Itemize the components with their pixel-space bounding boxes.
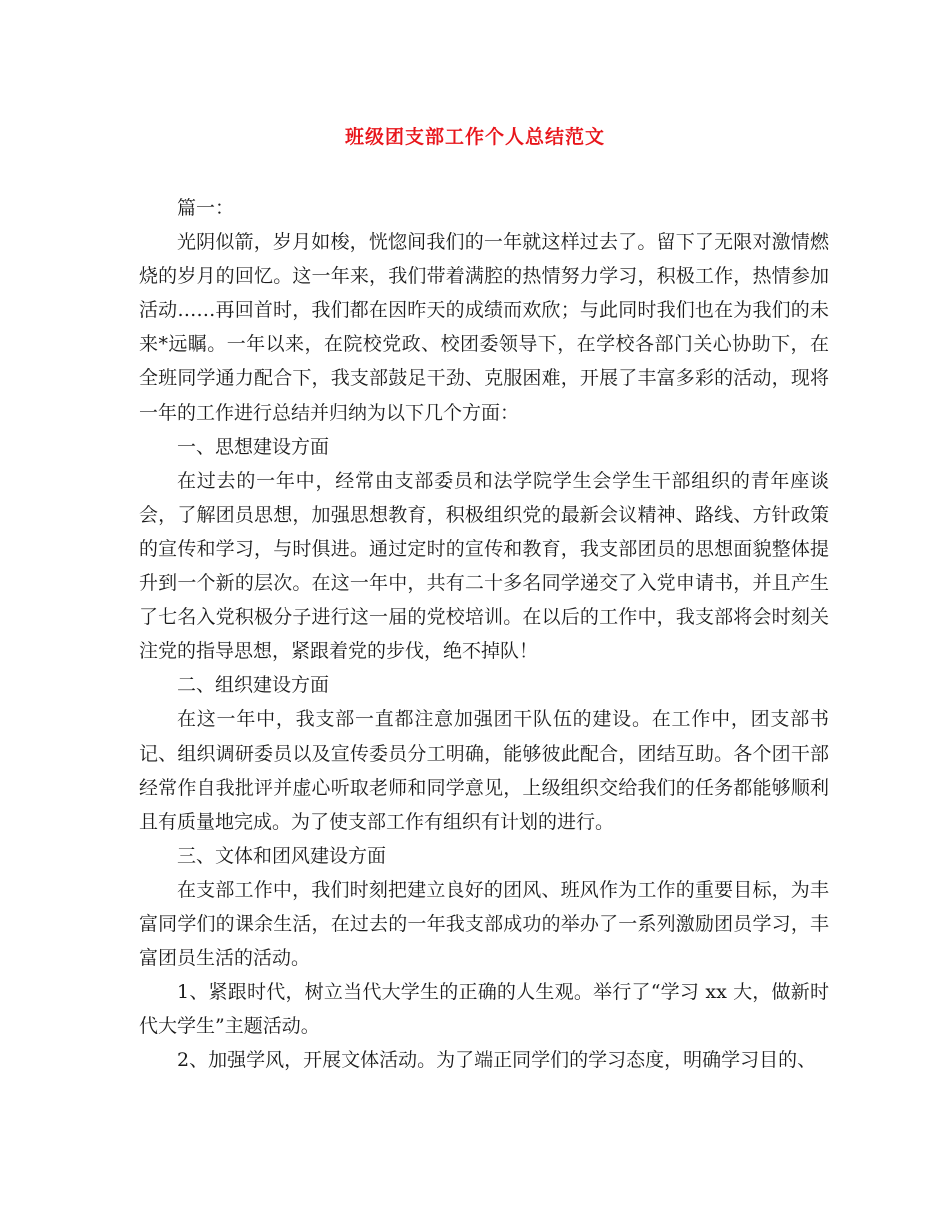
section-heading-culture: 三、文体和团风建设方面 [177,844,387,867]
section-heading-ideology: 一、思想建设方面 [177,435,330,458]
paragraph-organization: 在这一年中，我支部一直都注意加强团干队伍的建设。在工作中，团支部书记、组织调研委员以及宣传委员分工明确，能够彼此配合，团结互助。各个团干部经常作自我批评并虚心听取老师和同学意见，上级组织交给我们的任务都能够顺利且有质量地完成。为了使支部工作有组织有计划的进行。 [139,708,829,833]
document-title: 班级团支部工作个人总结范文 [344,126,605,148]
paragraph-heading-part-one: 篇一： [177,197,235,219]
section-heading-organization: 二、组织建设方面 [177,674,330,697]
document-body [139,191,829,1077]
paragraph-intro: 光阴似箭，岁月如梭，恍惚间我们的一年就这样过去了。留下了无限对激情燃烧的岁月的回忆。这一年来，我们带着满腔的热情努力学习，积极工作，热情参加活动……再回首时，我们都在因昨天的成绩而欢欣；与此同时我们也在为我们的未来*远瞩。一年以来，在院校党政、校团委领导下，在学校各部门关心协助下，在全班同学通力配合下，我支部鼓足干劲、克服困难，开展了丰富多彩的活动，现将一年的工作进行总结并归纳为以下几个方面： [139,231,829,424]
paragraph-culture: 在支部工作中，我们时刻把建立良好的团风、班风作为工作的重要目标，为丰富同学们的课余生活，在过去的一年我支部成功的举办了一系列激励团员学习，丰富团员生活的活动。 [139,878,829,970]
list-item-1: 1、紧跟时代，树立当代大学生的正确的人生观。举行了“学习 xx 大，做新时代大学生”主题活动。 [139,981,829,1038]
paragraph-ideology: 在过去的一年中，经常由支部委员和法学院学生会学生干部组织的青年座谈会，了解团员思想，加强思想教育，积极组织党的最新会议精神、路线、方针政策的宣传和学习，与时俱进。通过定时的宣传和教育，我支部团员的思想面貌整体提升到一个新的层次。在这一年中，共有二十多名同学递交了入党申请书，并且产生了七名入党积极分子进行这一届的党校培训。在以后的工作中，我支部将会时刻关注党的指导思想，紧跟着党的步伐，绝不掉队！ [139,469,829,663]
list-item-2: 2、加强学风，开展文体活动。为了端正同学们的学习态度，明确学习目的、 [177,1049,817,1072]
